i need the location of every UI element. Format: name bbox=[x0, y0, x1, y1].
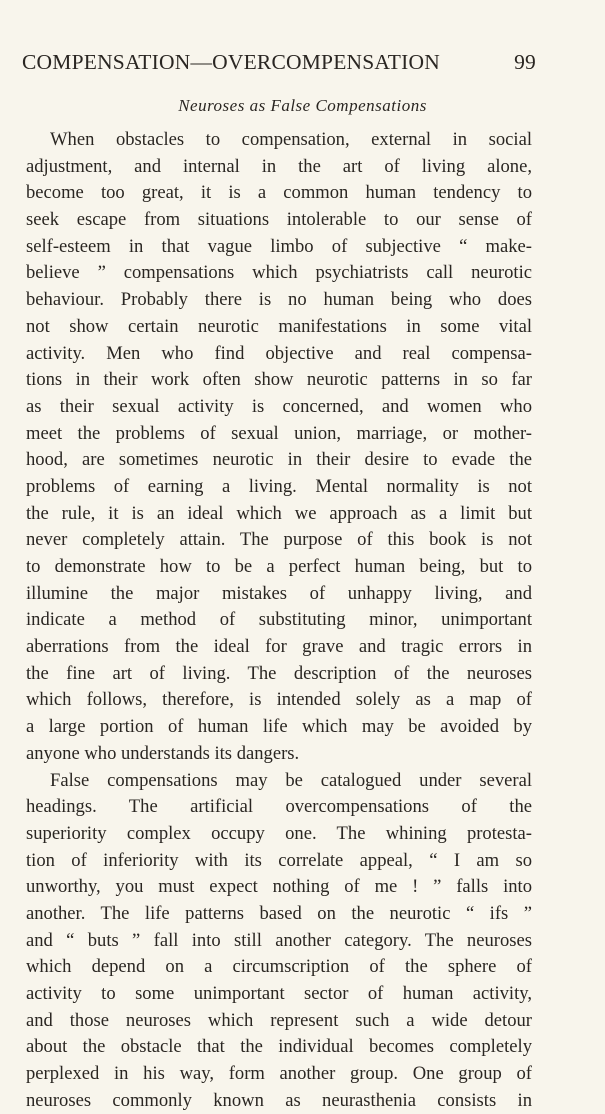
text-line: adjustment, and internal in the art of living alone, bbox=[26, 155, 532, 177]
text-line: never completely attain. The purpose of this book is not bbox=[26, 529, 532, 551]
text-line: When obstacles to compensation, external in social bbox=[50, 129, 532, 150]
text-line: and those neuroses which represent such a wide detour bbox=[26, 1009, 532, 1031]
text-line: False compensations may be catalogued under several bbox=[50, 769, 532, 791]
text-line: behaviour. Probably there is no human being who does bbox=[26, 289, 532, 311]
text-line: neuroses commonly known as neurasthenia consists in bbox=[26, 1089, 532, 1111]
text-line: seek escape from situations intolerable to our sense of bbox=[26, 209, 532, 231]
text-line: aberrations from the ideal for grave and tragic errors in bbox=[26, 636, 532, 658]
text-line: anyone who understands its dangers. bbox=[26, 742, 300, 764]
text-line: superiority complex occupy one. The whining protesta- bbox=[26, 822, 532, 844]
text-line: which follows, therefore, is intended solely as a map of bbox=[26, 689, 532, 711]
text-line: activity to some unimportant sector of human activity, bbox=[26, 983, 532, 1004]
text-line: illumine the major mistakes of unhappy living, and bbox=[26, 582, 532, 604]
page-number: 99 bbox=[514, 50, 536, 74]
text-line: hood, are sometimes neurotic in their desire to evade the bbox=[26, 449, 532, 471]
text-line: become too great, it is a common human tendency to bbox=[26, 182, 532, 204]
text-line: self-esteem in that vague limbo of subjective “ make- bbox=[26, 235, 532, 257]
body-text bbox=[26, 127, 532, 1114]
text-line: believe ” compensations which psychiatrists call neurotic bbox=[26, 262, 532, 284]
text-line: another. The life patterns based on the neurotic “ ifs ” bbox=[26, 902, 532, 924]
text-line: and “ buts ” fall into still another category. The neuroses bbox=[26, 929, 532, 951]
text-line: as their sexual activity is concerned, and women who bbox=[26, 395, 532, 417]
text-line: indicate a method of substituting minor, unimportant bbox=[26, 609, 532, 631]
text-line: which depend on a circumscription of the sphere of bbox=[26, 956, 532, 978]
text-line: meet the problems of sexual union, marriage, or mother- bbox=[26, 422, 532, 444]
text-line: problems of earning a living. Mental normality is not bbox=[26, 475, 532, 497]
text-line: headings. The artificial overcompensations of the bbox=[26, 796, 532, 818]
text-line: a large portion of human life which may be avoided by bbox=[26, 716, 532, 738]
text-line: tion of inferiority with its correlate appeal, “ I am so bbox=[26, 849, 532, 871]
text-line: activity. Men who find objective and real compensa- bbox=[26, 342, 532, 364]
text-line: unworthy, you must expect nothing of me ! ” falls into bbox=[26, 876, 532, 898]
text-line: tions in their work often show neurotic patterns in so far bbox=[26, 369, 532, 391]
text-line: not show certain neurotic manifestations in some vital bbox=[26, 315, 532, 337]
running-head-title: COMPENSATION—OVERCOMPENSATION bbox=[22, 50, 440, 74]
text-line: the rule, it is an ideal which we approach as a limit but bbox=[26, 502, 532, 524]
text-line: about the obstacle that the individual becomes completely bbox=[26, 1036, 532, 1058]
text-line: the fine art of living. The description of the neuroses bbox=[26, 662, 532, 684]
text-line: perplexed in his way, form another group. One group of bbox=[26, 1063, 532, 1085]
text-line: to demonstrate how to be a perfect human being, but to bbox=[26, 556, 532, 577]
section-title: Neuroses as False Compensations bbox=[178, 96, 427, 115]
running-head bbox=[22, 50, 536, 80]
